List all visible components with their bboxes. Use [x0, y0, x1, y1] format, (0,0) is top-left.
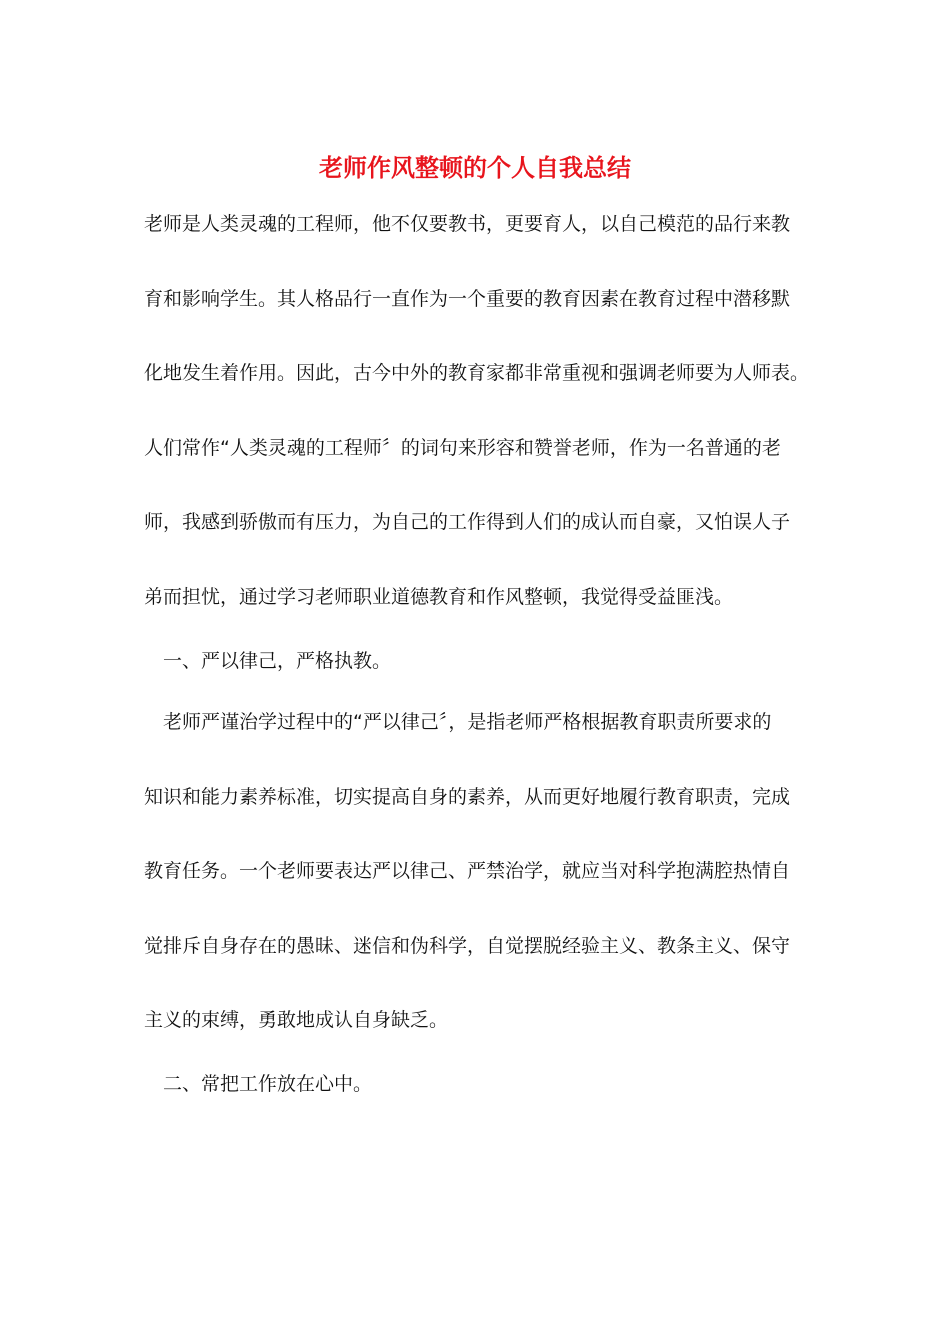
paragraph-line: 老师是人类灵魂的工程师，他不仅要教书，更要育人，以自己模范的品行来教 — [144, 213, 791, 235]
paragraph-line: 化地发生着作用。因此，古今中外的教育家都非常重视和强调老师要为人师表。 — [144, 362, 810, 384]
paragraph-line: 知识和能力素养标准，切实提高自身的素养，从而更好地履行教育职责，完成 — [144, 786, 791, 808]
paragraph-line: 师，我感到骄傲而有压力，为自己的工作得到人们的成认而自豪，又怕误人子 — [144, 511, 791, 533]
section-heading: 一、严以律己，严格执教。 — [163, 650, 392, 672]
paragraph-line: 主义的束缚，勇敢地成认自身缺乏。 — [144, 1009, 449, 1031]
section-heading: 二、常把工作放在心中。 — [163, 1073, 373, 1095]
paragraph-line: 教育任务。一个老师要表达严以律己、严禁治学，就应当对科学抱满腔热情自 — [144, 860, 791, 882]
paragraph-line: 弟而担忧，通过学习老师职业道德教育和作风整顿，我觉得受益匪浅。 — [144, 586, 734, 608]
paragraph-line: 觉排斥自身存在的愚昧、迷信和伪科学，自觉摆脱经验主义、教条主义、保守 — [144, 935, 791, 957]
document-title: 老师作风整顿的个人自我总结 — [319, 153, 631, 182]
paragraph-line: 育和影响学生。其人格品行一直作为一个重要的教育因素在教育过程中潜移默 — [144, 288, 791, 310]
paragraph-line: 人们常作“人类灵魂的工程师〞的词句来形容和赞誉老师，作为一名普通的老 — [144, 437, 781, 459]
paragraph-line: 老师严谨治学过程中的“严以律己〞，是指老师严格根据教育职责所要求的 — [163, 711, 772, 733]
